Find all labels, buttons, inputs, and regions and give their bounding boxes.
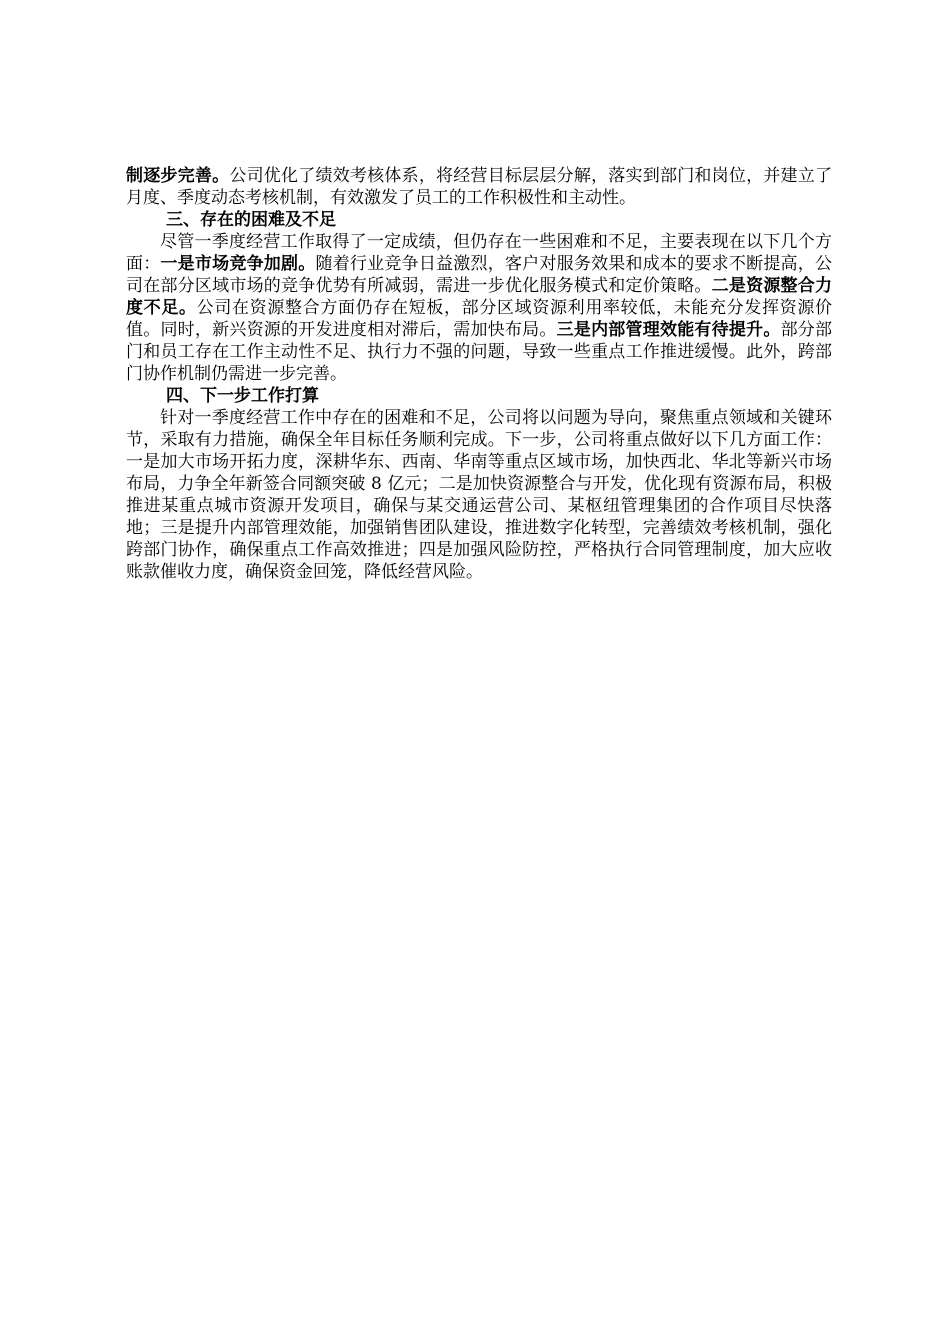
paragraph-performance <box>126 165 832 209</box>
paragraph-text: 部分部门和员工存在工作主动性不足、执行力不强的问题，导致一些重点工作推进缓慢。此外，跨部门协作机制仍需进一步完善。 <box>126 320 833 384</box>
bold-point-1: 一是市场竞争加剧。 <box>160 254 316 274</box>
paragraph-text: 公司在资源整合方面仍存在短板，部分区域资源利用率较低，未能充分发挥资源价值。同时，新兴资源的开发进度相对滞后，需加快布局。 <box>126 298 833 340</box>
section-heading-next-steps: 四、下一步工作打算 <box>166 386 319 406</box>
paragraph-text: 针对一季度经营工作中存在的困难和不足，公司将以问题为导向，聚焦重点领域和关键环节，采取有力措施，确保全年目标任务顺利完成。下一步，公司将重点做好以下几方面工作：一是加大市场开拓力度，深耕华东、西南、华南等重点区域市场，加快西北、华北等新兴市场布局，力争全年新签合同额突破 8 亿元；二是加快资源整合与开发，优化现有资源布局，积极推进某重点城市资源开发项目，确保与某交通运营公司、某枢纽管理集团的合作项目尽快落地；三是提升内部管理效能，加强销售团队建设，推进数字化转型，完善绩效考核机制，强化跨部门协作，确保重点工作高效推进；四是加强风险防控，严格执行合同管理制度，加大应收账款催收力度，确保资金回笼，降低经营风险。 <box>126 408 832 582</box>
document-body <box>126 165 832 583</box>
paragraph-difficulties <box>126 231 832 385</box>
paragraph-next-steps <box>126 407 832 583</box>
bold-point-2: 二是资源整合力度不足。 <box>126 276 833 318</box>
paragraph-text: 公司优化了绩效考核体系，将经营目标层层分解，落实到部门和岗位，并建立了月度、季度动态考核机制，有效激发了员工的工作积极性和主动性。 <box>126 166 833 208</box>
bold-lead-text: 制逐步完善。 <box>126 166 230 186</box>
section-heading-difficulties: 三、存在的困难及不足 <box>166 210 336 230</box>
paragraph-text: 随着行业竞争日益激烈，客户对服务效果和成本的要求不断提高，公司在部分区域市场的竞争优势有所减弱，需进一步优化服务模式和定价策略。 <box>126 254 833 296</box>
paragraph-text: 尽管一季度经营工作取得了一定成绩，但仍存在一些困难和不足，主要表现在以下几个方面： <box>126 232 832 274</box>
bold-point-3: 三是内部管理效能有待提升。 <box>556 320 781 340</box>
